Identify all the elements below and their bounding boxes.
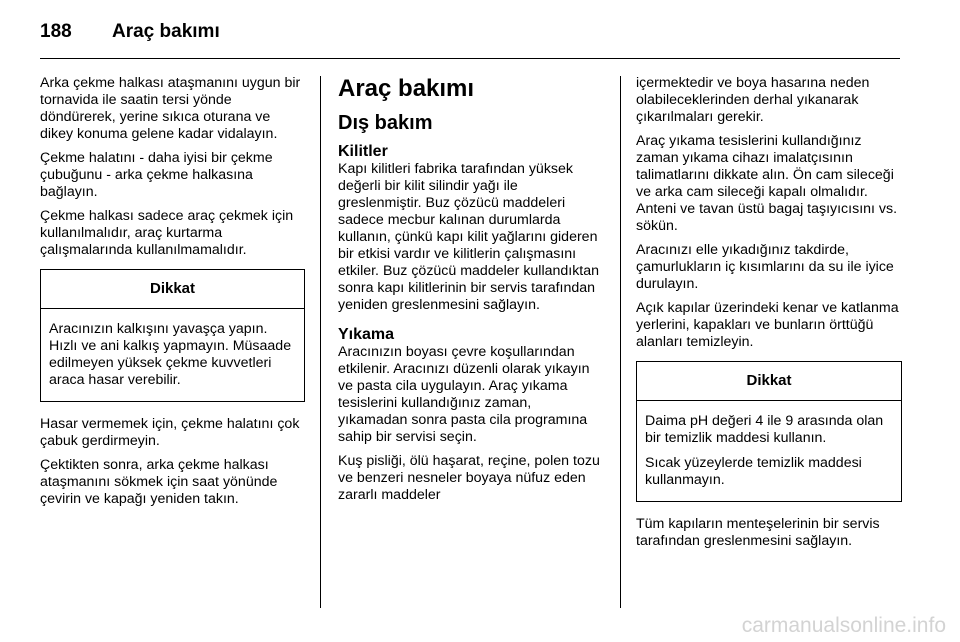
- warning-text: Daima pH değeri 4 ile 9 arasında olan bir temizlik maddesi kullanın.: [645, 413, 884, 446]
- warning-body: [637, 401, 901, 501]
- warning-body: [41, 309, 304, 401]
- column-3: [636, 75, 902, 557]
- paragraph: Kapı kilitleri fabrika tarafından yüksek değerli bir kilit silindir yağı ile greslenmiştir. Buz çözücü maddeleri sadece mecbur kalınan durumlarda kullanın, çünkü kapı kilit yağlarını gideren bir etkisi vardır ve kilitlerin çalışmasını etkiler. Buz çözücü maddeler kullandıktan sonra kapı kilitlerinin bir servis tarafından yeniden greslenmesini sağlayın.: [338, 161, 600, 313]
- warning-title: Dikkat: [637, 362, 901, 401]
- header-rule: [40, 58, 900, 59]
- paragraph: Çektikten sonra, arka çekme halkası ataşmanını sökmek için saat yönünde çevirin ve kapağı yeniden takın.: [40, 457, 278, 507]
- section-heading: Araç bakımı: [338, 75, 475, 102]
- topic-heading-washing: Yıkama: [338, 326, 395, 343]
- paragraph: Çekme halatını - daha iyisi bir çekme çubuğunu - arka çekme halkasına bağlayın.: [40, 150, 273, 200]
- column-2: [338, 75, 604, 511]
- chapter-title: Araç bakımı: [112, 21, 220, 42]
- warning-text: Sıcak yüzeylerde temizlik maddesi kullanmayın.: [645, 455, 862, 488]
- warning-text: Aracınızın kalkışını yavaşça yapın. Hızlı ve ani kalkış yapmayın. Müsaade edilmeyen yüksek çekme kuvvetleri araca hasar verebilir.: [49, 321, 292, 388]
- subsection-heading: Dış bakım: [338, 112, 433, 134]
- warning-title: Dikkat: [41, 270, 304, 309]
- column-divider-1: [320, 76, 321, 608]
- topic-heading-locks: Kilitler: [338, 143, 388, 160]
- watermark: carmanualsonline.info: [741, 614, 946, 637]
- paragraph: Aracınızı elle yıkadığınız takdirde, çamurlukların iç kısımlarını da su ile iyice durulayın.: [636, 242, 894, 292]
- page-header: [40, 14, 220, 50]
- column-divider-2: [620, 76, 621, 608]
- paragraph: Açık kapılar üzerindeki kenar ve katlanma yerlerini, kapakları ve bunların örttüğü alanları temizleyin.: [636, 300, 899, 350]
- paragraph: Araç yıkama tesislerini kullandığınız zaman yıkama cihazı imalatçısının talimatlarını dikkate alın. Ön cam sileceği ve arka cam sileceği kapalı olmalıdır. Anteni ve tavan üstü bagaj taşıyıcısını vs. sökün.: [636, 133, 898, 234]
- paragraph: Kuş pisliği, ölü haşarat, reçine, polen tozu ve benzeri nesneler boyaya nüfuz eden zararlı maddeler: [338, 453, 600, 503]
- paragraph: Çekme halkası sadece araç çekmek için kullanılmalıdır, araç kurtarma çalışmalarında kullanılmamalıdır.: [40, 208, 294, 258]
- paragraph: Tüm kapıların menteşelerinin bir servis tarafından greslenmesini sağlayın.: [636, 516, 880, 549]
- warning-box: [636, 361, 902, 502]
- paragraph: Hasar vermemek için, çekme halatını çok çabuk gerdirmeyin.: [40, 416, 300, 449]
- paragraph: içermektedir ve boya hasarına neden olabileceklerinden derhal yıkanarak çıkarılmaları gerekir.: [636, 75, 870, 125]
- page-number: 188: [40, 21, 72, 42]
- paragraph: Arka çekme halkası ataşmanını uygun bir tornavida ile saatin tersi yönde döndürerek, yerine sıkıca oturana ve dikey konuma gelene kadar vidalayın.: [40, 75, 301, 142]
- warning-box: [40, 269, 305, 402]
- column-1: [40, 75, 305, 515]
- paragraph: Aracınızın boyası çevre koşullarından etkilenir. Aracınızı düzenli olarak yıkayın ve pasta cila uygulayın. Araç yıkama tesislerini kullandığınız zaman, yıkamadan sonra pasta cila programına sahip bir servisi seçin.: [338, 344, 590, 445]
